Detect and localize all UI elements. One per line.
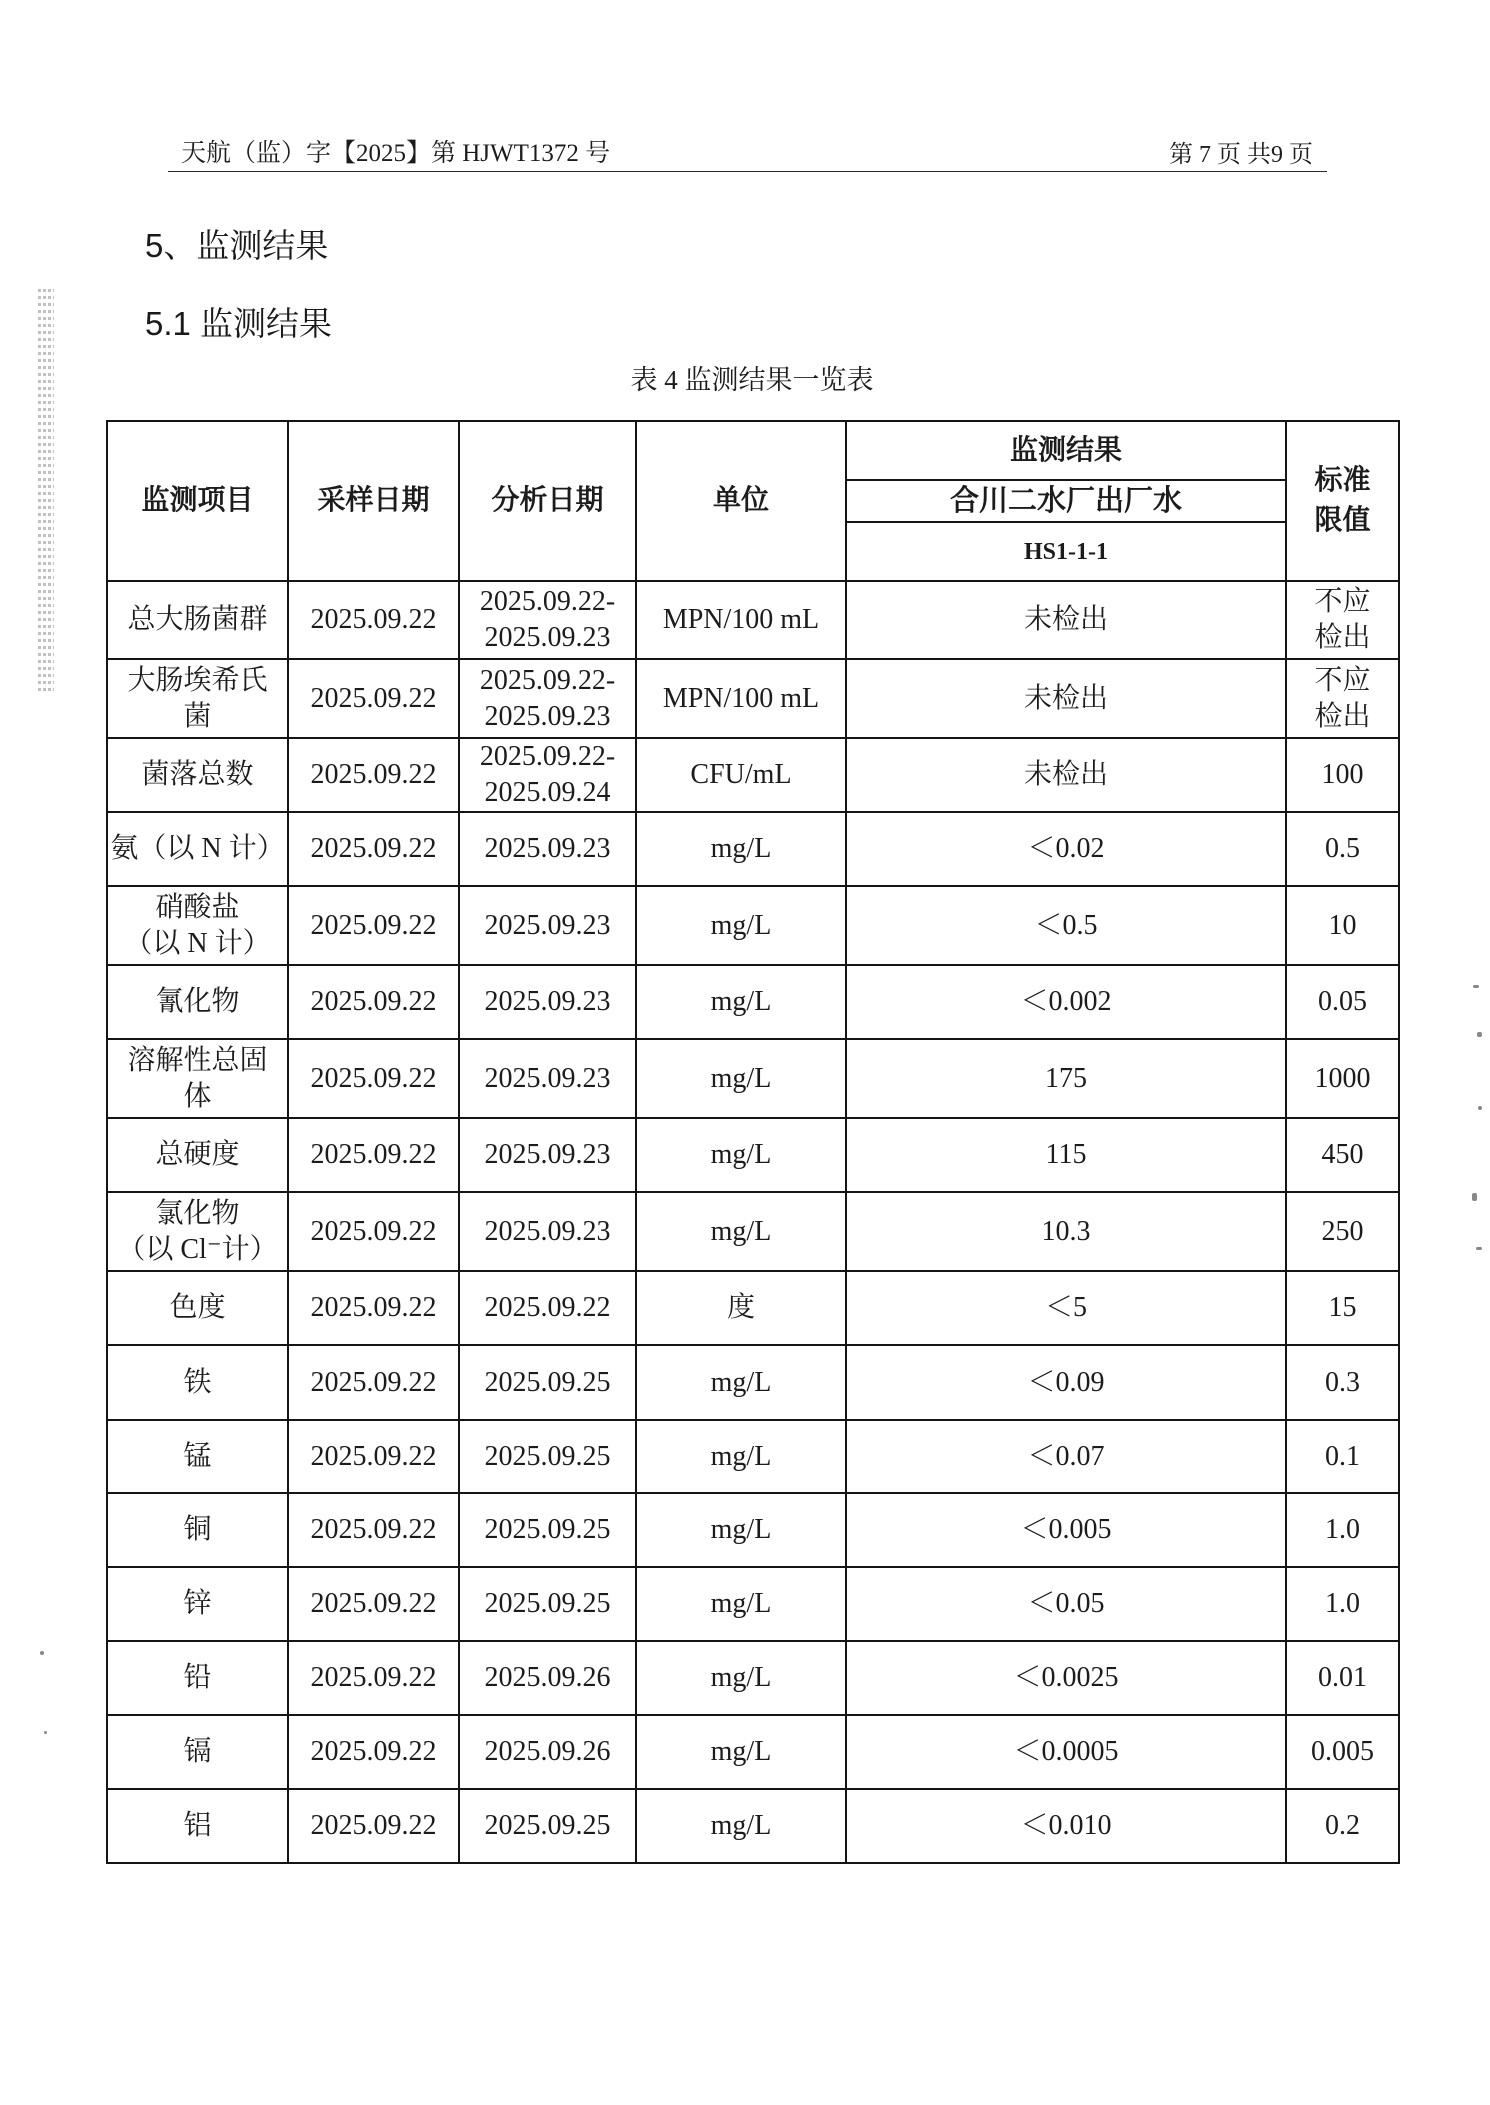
section-heading: 5、监测结果 <box>145 227 329 264</box>
table-row <box>107 581 1399 659</box>
cell-analysis-date: 2025.09.26 <box>459 1641 636 1715</box>
header-analysis-date: 分析日期 <box>459 421 636 581</box>
table-row <box>107 738 1399 812</box>
cell-unit: mg/L <box>636 1567 846 1641</box>
header-result: 监测结果 <box>846 421 1286 480</box>
cell-unit: mg/L <box>636 965 846 1039</box>
table-row <box>107 1493 1399 1567</box>
cell-result: 未检出 <box>846 659 1286 738</box>
cell-limit: 0.2 <box>1286 1789 1399 1863</box>
scan-speck <box>44 1731 47 1734</box>
scan-speck <box>40 1651 44 1655</box>
cell-analysis-date: 2025.09.23 <box>459 1039 636 1118</box>
table-row <box>107 1567 1399 1641</box>
cell-result: ＜5 <box>846 1271 1286 1345</box>
header-limit: 标准 限值 <box>1286 421 1399 581</box>
table-row <box>107 1789 1399 1863</box>
cell-limit: 1000 <box>1286 1039 1399 1118</box>
table-row <box>107 1118 1399 1192</box>
cell-analysis-date: 2025.09.23 <box>459 1118 636 1192</box>
cell-unit: mg/L <box>636 1493 846 1567</box>
cell-item: 溶解性总固 体 <box>107 1039 288 1118</box>
cell-unit: mg/L <box>636 1118 846 1192</box>
cell-result: ＜0.0025 <box>846 1641 1286 1715</box>
table-row <box>107 1641 1399 1715</box>
cell-analysis-date: 2025.09.22- 2025.09.23 <box>459 581 636 659</box>
results-table <box>106 420 1400 1864</box>
cell-sampling-date: 2025.09.22 <box>288 812 459 886</box>
cell-limit: 不应 检出 <box>1286 659 1399 738</box>
document-number: 天航（监）字【2025】第 HJWT1372 号 <box>181 140 611 167</box>
cell-sampling-date: 2025.09.22 <box>288 581 459 659</box>
cell-sampling-date: 2025.09.22 <box>288 1118 459 1192</box>
cell-item: 铝 <box>107 1789 288 1863</box>
table-row <box>107 1271 1399 1345</box>
cell-limit: 0.5 <box>1286 812 1399 886</box>
scan-speck <box>1472 1193 1477 1201</box>
cell-limit: 0.1 <box>1286 1420 1399 1493</box>
cell-analysis-date: 2025.09.23 <box>459 886 636 965</box>
cell-result: ＜0.07 <box>846 1420 1286 1493</box>
cell-result: ＜0.005 <box>846 1493 1286 1567</box>
cell-limit: 10 <box>1286 886 1399 965</box>
cell-unit: mg/L <box>636 1420 846 1493</box>
cell-item: 总硬度 <box>107 1118 288 1192</box>
header-row <box>107 421 1399 480</box>
table-row <box>107 1420 1399 1493</box>
cell-sampling-date: 2025.09.22 <box>288 659 459 738</box>
table-row <box>107 812 1399 886</box>
scan-speck <box>1473 985 1479 988</box>
cell-item: 镉 <box>107 1715 288 1789</box>
cell-sampling-date: 2025.09.22 <box>288 1567 459 1641</box>
cell-unit: MPN/100 mL <box>636 581 846 659</box>
table-row <box>107 659 1399 738</box>
results-table-head <box>107 421 1399 581</box>
section-subheading: 5.1 监测结果 <box>145 305 333 342</box>
header-sample-id: HS1-1-1 <box>846 522 1286 581</box>
cell-item: 总大肠菌群 <box>107 581 288 659</box>
cell-unit: MPN/100 mL <box>636 659 846 738</box>
cell-result: ＜0.5 <box>846 886 1286 965</box>
cell-item: 锌 <box>107 1567 288 1641</box>
results-table-body <box>107 581 1399 1863</box>
cell-result: 10.3 <box>846 1192 1286 1271</box>
cell-analysis-date: 2025.09.25 <box>459 1567 636 1641</box>
scan-speck <box>1477 1032 1482 1037</box>
cell-result: ＜0.09 <box>846 1345 1286 1420</box>
cell-unit: CFU/mL <box>636 738 846 812</box>
cell-unit: mg/L <box>636 1641 846 1715</box>
cell-limit: 不应 检出 <box>1286 581 1399 659</box>
table-row <box>107 886 1399 965</box>
cell-sampling-date: 2025.09.22 <box>288 965 459 1039</box>
cell-unit: mg/L <box>636 1345 846 1420</box>
table-row <box>107 1192 1399 1271</box>
cell-result: ＜0.002 <box>846 965 1286 1039</box>
cell-unit: mg/L <box>636 812 846 886</box>
cell-item: 大肠埃希氏 菌 <box>107 659 288 738</box>
cell-limit: 1.0 <box>1286 1567 1399 1641</box>
header-divider <box>168 171 1327 172</box>
cell-unit: mg/L <box>636 1192 846 1271</box>
cell-limit: 1.0 <box>1286 1493 1399 1567</box>
cell-item: 氯化物 （以 Cl⁻计） <box>107 1192 288 1271</box>
cell-sampling-date: 2025.09.22 <box>288 1715 459 1789</box>
cell-unit: mg/L <box>636 886 846 965</box>
cell-unit: mg/L <box>636 1039 846 1118</box>
cell-sampling-date: 2025.09.22 <box>288 1039 459 1118</box>
cell-analysis-date: 2025.09.22- 2025.09.24 <box>459 738 636 812</box>
header-sampling-date: 采样日期 <box>288 421 459 581</box>
cell-limit: 250 <box>1286 1192 1399 1271</box>
header-item: 监测项目 <box>107 421 288 581</box>
cell-item: 锰 <box>107 1420 288 1493</box>
cell-sampling-date: 2025.09.22 <box>288 738 459 812</box>
cell-limit: 100 <box>1286 738 1399 812</box>
cell-result: 未检出 <box>846 581 1286 659</box>
cell-limit: 450 <box>1286 1118 1399 1192</box>
cell-limit: 15 <box>1286 1271 1399 1345</box>
scan-speck <box>1478 1106 1482 1110</box>
cell-limit: 0.3 <box>1286 1345 1399 1420</box>
header-unit: 单位 <box>636 421 846 581</box>
table-row <box>107 965 1399 1039</box>
cell-item: 铁 <box>107 1345 288 1420</box>
cell-item: 铅 <box>107 1641 288 1715</box>
header-site: 合川二水厂出厂水 <box>846 480 1286 522</box>
cell-analysis-date: 2025.09.25 <box>459 1789 636 1863</box>
cell-limit: 0.005 <box>1286 1715 1399 1789</box>
cell-analysis-date: 2025.09.23 <box>459 812 636 886</box>
cell-sampling-date: 2025.09.22 <box>288 886 459 965</box>
cell-analysis-date: 2025.09.23 <box>459 1192 636 1271</box>
cell-analysis-date: 2025.09.23 <box>459 965 636 1039</box>
cell-limit: 0.05 <box>1286 965 1399 1039</box>
cell-sampling-date: 2025.09.22 <box>288 1192 459 1271</box>
cell-result: 175 <box>846 1039 1286 1118</box>
cell-sampling-date: 2025.09.22 <box>288 1345 459 1420</box>
cell-sampling-date: 2025.09.22 <box>288 1271 459 1345</box>
cell-unit: mg/L <box>636 1789 846 1863</box>
cell-result: 未检出 <box>846 738 1286 812</box>
cell-sampling-date: 2025.09.22 <box>288 1420 459 1493</box>
cell-result: ＜0.05 <box>846 1567 1286 1641</box>
table-row <box>107 1715 1399 1789</box>
cell-analysis-date: 2025.09.22 <box>459 1271 636 1345</box>
binding-seal-strip <box>38 289 54 692</box>
cell-sampling-date: 2025.09.22 <box>288 1493 459 1567</box>
cell-result: ＜0.02 <box>846 812 1286 886</box>
cell-sampling-date: 2025.09.22 <box>288 1789 459 1863</box>
cell-item: 氰化物 <box>107 965 288 1039</box>
cell-analysis-date: 2025.09.25 <box>459 1493 636 1567</box>
scan-speck <box>1476 1247 1482 1250</box>
cell-analysis-date: 2025.09.22- 2025.09.23 <box>459 659 636 738</box>
cell-item: 铜 <box>107 1493 288 1567</box>
cell-limit: 0.01 <box>1286 1641 1399 1715</box>
cell-analysis-date: 2025.09.26 <box>459 1715 636 1789</box>
cell-result: 115 <box>846 1118 1286 1192</box>
cell-item: 色度 <box>107 1271 288 1345</box>
cell-sampling-date: 2025.09.22 <box>288 1641 459 1715</box>
cell-item: 硝酸盐 （以 N 计） <box>107 886 288 965</box>
cell-analysis-date: 2025.09.25 <box>459 1420 636 1493</box>
cell-unit: 度 <box>636 1271 846 1345</box>
cell-item: 氨（以 N 计） <box>107 812 288 886</box>
table-row <box>107 1345 1399 1420</box>
table-row <box>107 1039 1399 1118</box>
page-indicator: 第 7 页 共9 页 <box>1169 142 1313 168</box>
cell-result: ＜0.010 <box>846 1789 1286 1863</box>
cell-item: 菌落总数 <box>107 738 288 812</box>
cell-unit: mg/L <box>636 1715 846 1789</box>
table-caption: 表 4 监测结果一览表 <box>630 365 874 395</box>
cell-result: ＜0.0005 <box>846 1715 1286 1789</box>
cell-analysis-date: 2025.09.25 <box>459 1345 636 1420</box>
